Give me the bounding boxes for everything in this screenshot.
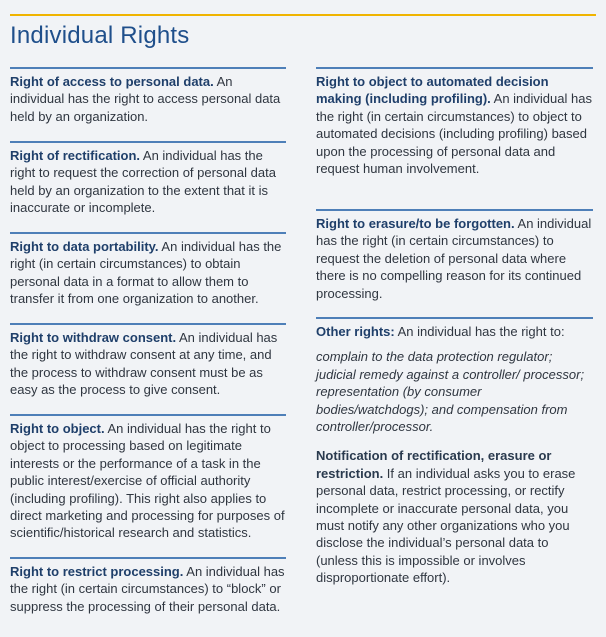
section-automated-decision-making	[316, 67, 593, 201]
section-body: An individual has the right to request the correction of personal data held by an organization to the extent that it is inaccurate or incomplete.	[10, 148, 276, 216]
section-body: An individual has the right (in certain circumstances) to “block” or suppress the processing of their personal data.	[10, 564, 285, 614]
page-title: Individual Rights	[10, 22, 190, 49]
section-heading: Right to object to automated decision making (including profiling).	[316, 74, 549, 107]
section-right-of-access	[10, 67, 286, 133]
section-right-of-rectification	[10, 141, 286, 224]
section-text	[10, 147, 286, 217]
section-text	[10, 238, 286, 308]
right-column	[316, 67, 593, 587]
other-rights-list: complain to the data protection regulator; judicial remedy against a controller/ processor; representation (by consumer bodies/watchdogs); and compensation from controller/processor.	[316, 349, 585, 435]
section-body: An individual has the right to withdraw consent at any time, and the process to withdraw consent must be as easy as the process to give consent.	[10, 330, 278, 398]
notification-text	[316, 447, 593, 586]
section-text	[10, 73, 286, 125]
section-heading: Right to data portability.	[10, 239, 159, 254]
section-heading: Right of access to personal data.	[10, 74, 214, 89]
section-right-to-object	[10, 414, 286, 549]
section-heading: Right to restrict processing.	[10, 564, 184, 579]
section-body: An individual has the right (in certain circumstances) to obtain personal data in a format to allow them to transfer it from one organization to another.	[10, 239, 282, 307]
section-body: An individual has the right (in certain circumstances) to object to automated decisions (including profiling) based upon the processing of personal data and request human involvement.	[316, 91, 592, 177]
section-heading: Right to withdraw consent.	[10, 330, 177, 345]
section-body: An individual has the right (in certain circumstances) to request the deletion of personal data where there is no compelling reason for its continued processing.	[316, 216, 592, 301]
section-heading: Other rights:	[316, 324, 395, 339]
section-heading: Right to object.	[10, 421, 105, 436]
section-erasure	[316, 209, 593, 309]
section-text	[316, 73, 593, 177]
left-column	[10, 67, 286, 637]
section-restrict-processing	[10, 557, 286, 637]
section-body: An individual has the right to object to processing based on legitimate interests or the performance of a task in the public interest/exercise of official authority (including profiling). This right also applies to direct marketing and processing for purposes of scientific/historical research and statistics.	[10, 421, 285, 541]
section-text	[316, 323, 593, 340]
section-text	[10, 329, 286, 399]
section-other-rights	[316, 317, 593, 587]
section-text	[10, 563, 286, 615]
section-text	[10, 420, 286, 542]
section-withdraw-consent	[10, 323, 286, 406]
section-heading: Right to erasure/to be forgotten.	[316, 216, 515, 231]
section-body: An individual has the right to:	[394, 324, 565, 339]
section-text	[316, 215, 593, 302]
notification-heading: Notification of rectification, erasure or restriction.	[316, 448, 552, 481]
section-data-portability	[10, 232, 286, 315]
section-body: An individual has the right to access personal data held by an organization.	[10, 74, 281, 124]
top-accent-rule	[10, 14, 596, 16]
section-heading: Right of rectification.	[10, 148, 140, 163]
notification-body: If an individual asks you to erase personal data, restrict processing, or rectify incomplete or inaccurate personal data, you must notify any other organizations who you disclose the individual’s personal data to (unless this is impossible or involves disproportionate effort).	[316, 465, 576, 586]
